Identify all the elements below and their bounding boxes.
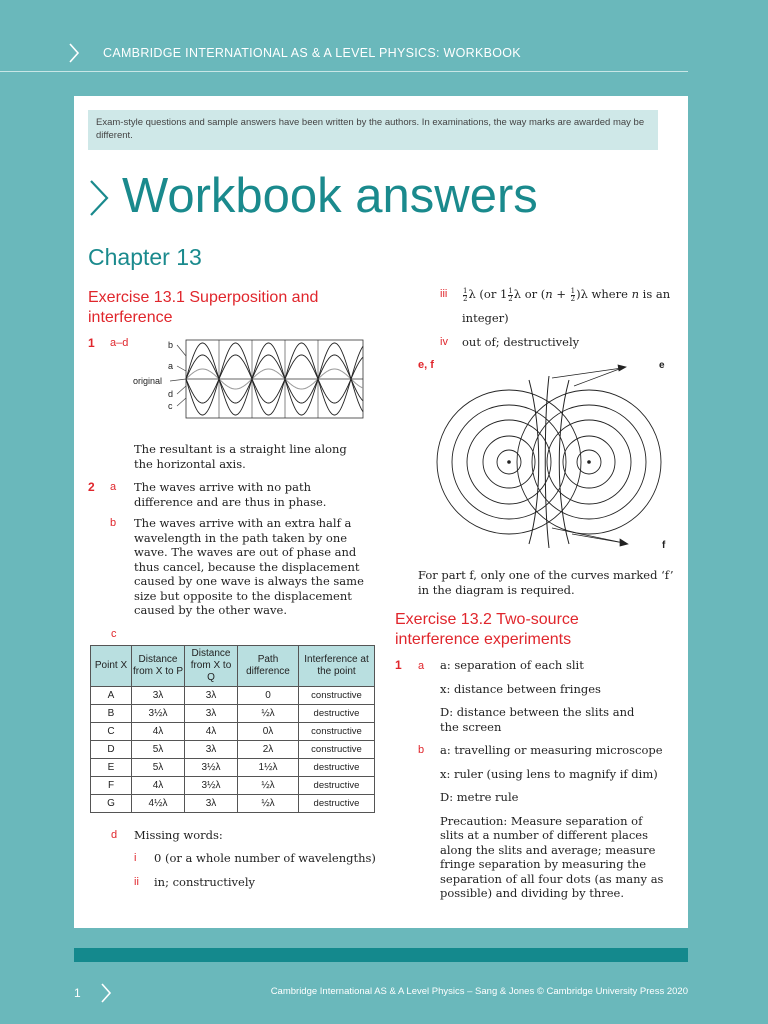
footer-bar [74,948,688,962]
interference-table [90,645,375,813]
q2-part-d-label: d [111,829,118,841]
table-cell: destructive [299,759,375,777]
q1-answer-text: The resultant is a straight line along the horizontal axis. [134,442,347,471]
chapter-heading: Chapter 13 [88,244,202,270]
table-cell: 3λ [132,687,185,705]
curve-label-f: f [662,540,666,551]
table-cell: 3λ [185,687,238,705]
table-row [91,687,375,705]
q2d-intro-text: Missing words: [134,828,223,842]
question-1-parts: a–d [110,337,129,349]
q2d-iv-label: iv [440,336,448,348]
table-header-row [91,646,375,687]
q2-part-a-label: a [110,481,117,493]
table-cell: 4λ [132,723,185,741]
question-2-number: 2 [88,480,95,494]
table-row [91,777,375,795]
table-cell: 2λ [238,741,299,759]
table-cell: 5λ [132,741,185,759]
table-cell: 3λ [185,795,238,813]
fig-note-text: For part f, only one of the curves marked ‘f’ in the diagram is required. [418,568,674,597]
wave-label-b: b [168,340,174,350]
table-cell: constructive [299,741,375,759]
table-header-cell: Interference at the point [299,646,375,687]
ex2-q1b-answers [440,743,676,901]
ex2-q1a-line: D: distance between the slits and the screen [440,705,635,734]
page-number: 1 [74,986,81,1000]
table-header-cell: Point X [91,646,132,687]
q2-part-c-label: c [111,628,117,640]
table-cell: F [91,777,132,795]
wave-label-d: d [168,389,174,399]
q2d-iii-label: iii [440,288,448,300]
table-row [91,705,375,723]
table-cell: E [91,759,132,777]
chevron-right-icon [68,42,80,64]
ex2-q1b-line: x: ruler (using lens to magnify if dim) [440,766,658,781]
ex2-question-1-number: 1 [395,658,402,672]
table-header-cell: Distance from X to P [132,646,185,687]
table-cell: 4λ [132,777,185,795]
ex2-q1-part-a-label: a [418,660,425,672]
table-row [91,723,375,741]
table-cell: destructive [299,795,375,813]
table-row [91,759,375,777]
table-cell: destructive [299,705,375,723]
wave-label-a: a [168,361,174,371]
table-cell: G [91,795,132,813]
table-cell: D [91,741,132,759]
precaution-text: Precaution: Measure separation of slits at a number of different places along the slits and average; measure fringe separation by measuring the separation of all four dots (as many as possible) and dividing by three. [440,813,664,900]
chevron-right-icon [88,178,110,218]
table-cell: ½λ [238,795,299,813]
wave-label-original: original [133,376,163,386]
table-header-cell: Distance from X to Q [185,646,238,687]
two-source-interference-figure [434,358,674,558]
q2b-answer-text: The waves arrive with an extra half a wavelength in the path taken by one wave. The waves are out of phase and thus cancel, because the displacement caused by one wave is always the same size but opposite to the displacement caused by the other wave. [134,516,364,617]
exercise-13-2-heading: Exercise 13.2 Two-source interference experiments [395,611,579,648]
table-cell: 4½λ [132,795,185,813]
q2a-answer-text: The waves arrive with no path difference and are thus in phase. [134,480,327,509]
table-cell: 3½λ [132,705,185,723]
table-row [91,795,375,813]
q2d-ii-text: in; constructively [154,875,256,889]
table-cell: 0λ [238,723,299,741]
table-cell: 1½λ [238,759,299,777]
copyright-text: Cambridge International AS & A Level Physics – Sang & Jones © Cambridge University Press 2020 [270,986,688,997]
ex2-q1b-line: a: travelling or measuring microscope [440,743,663,757]
table-cell: 3½λ [185,777,238,795]
next-page-chevron-icon[interactable] [100,982,112,1004]
table-cell: ½λ [238,705,299,723]
ex2-q1-part-b-label: b [418,744,425,756]
table-cell: 0 [238,687,299,705]
table-cell: ½λ [238,777,299,795]
ex2-q1a-answers [440,658,670,734]
q2d-iii-line2: integer) [462,310,509,325]
book-title: CAMBRIDGE INTERNATIONAL AS & A LEVEL PHYSICS: WORKBOOK [103,46,521,60]
table-cell: B [91,705,132,723]
q2d-ii-label: ii [134,876,139,888]
q2d-iii-text [462,287,672,325]
table-cell: A [91,687,132,705]
wave-label-c: c [168,401,173,411]
table-header-cell: Path difference [238,646,299,687]
q2d-iii-line1: $\frac{1}{2}$ λ (or 1 $\frac{1}{2}$ λ or (n + $\frac{1}{2}$ )λ where n is an [463,286,671,303]
question-1-number: 1 [88,336,95,350]
table-cell: 5λ [132,759,185,777]
table-cell: constructive [299,723,375,741]
exercise-13-1-heading: Exercise 13.1 Superposition and interference [88,289,319,326]
ex2-q1b-line: D: metre rule [440,790,519,804]
q2d-i-label: i [134,852,137,864]
page-content [74,96,688,928]
table-cell: 3λ [185,705,238,723]
table-cell: 3λ [185,741,238,759]
table-cell: constructive [299,687,375,705]
page-header [0,0,768,72]
table-row [91,741,375,759]
notice-box: Exam-style questions and sample answers have been written by the authors. In examinations, the way marks are awarded may be different. [88,110,658,150]
ex2-q1a-line: x: distance between fringes [440,681,601,696]
q2d-i-text: 0 (or a whole number of wavelengths) [154,851,376,865]
table-cell: 3½λ [185,759,238,777]
page-title: Workbook answers [122,169,538,223]
ex2-q1a-line: a: separation of each slit [440,658,584,672]
q2d-iv-text: out of; destructively [462,335,580,349]
table-cell: 4λ [185,723,238,741]
curve-label-e: e [659,360,665,371]
q2-parts-e-f-label: e, f [418,359,434,371]
table-cell: destructive [299,777,375,795]
q2-part-b-label: b [110,517,117,529]
superposition-waves-figure [128,338,368,428]
table-cell: C [91,723,132,741]
header-divider [0,71,688,72]
